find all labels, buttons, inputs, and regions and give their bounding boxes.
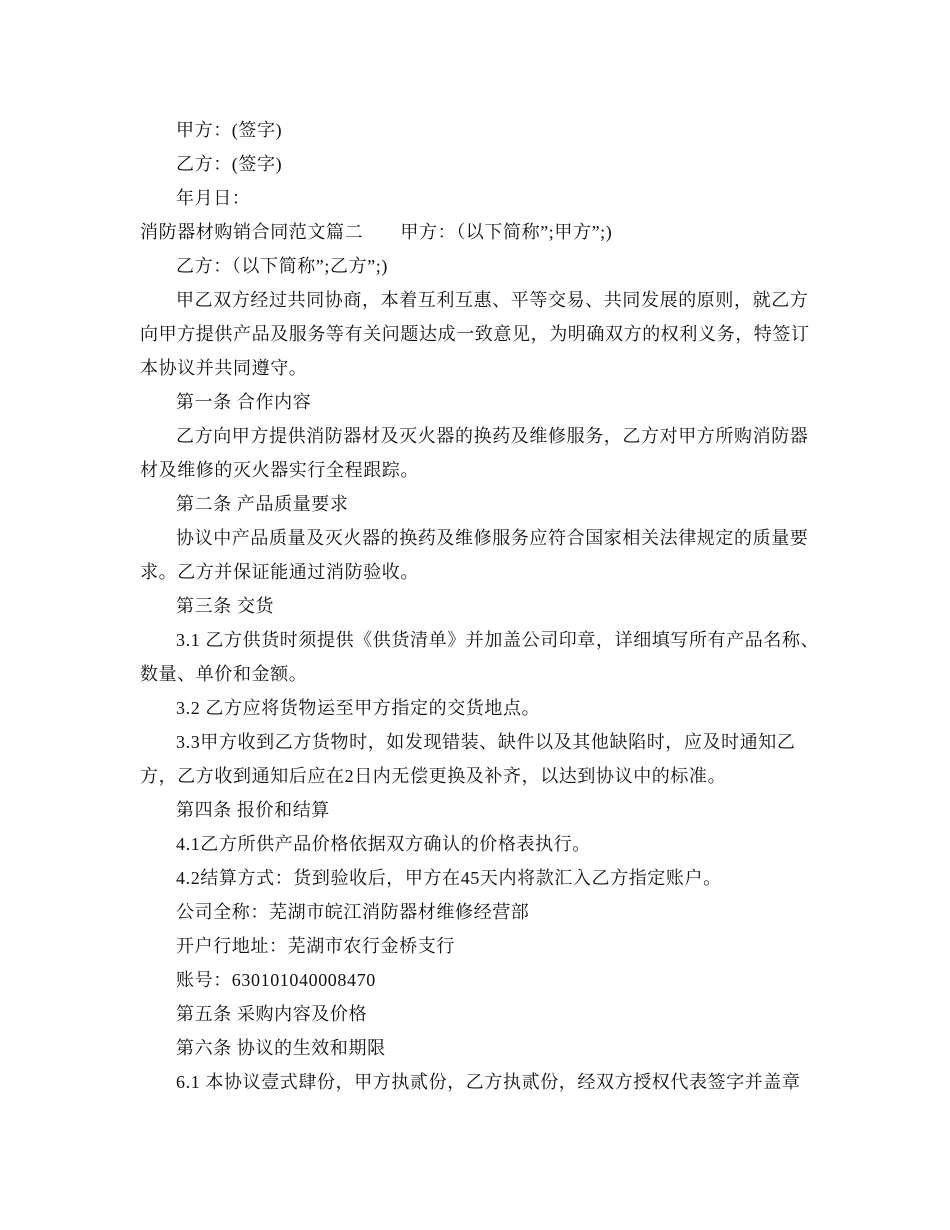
- clause-3-3-line: 方，乙方收到通知后应在2日内无偿更换及补齐，以达到协议中的标准。: [140, 766, 727, 786]
- article-2-text-line: 协议中产品质量及灭火器的换药及维修服务应符合国家相关法律规定的质量要: [176, 528, 809, 548]
- clause-6-1-line: 6.1 本协议壹式肆份，甲方执贰份，乙方执贰份，经双方授权代表签字并盖章: [176, 1072, 801, 1092]
- article-4-heading: 第四条 报价和结算: [176, 800, 330, 820]
- company-name-line: 公司全称：芜湖市皖江消防器材维修经营部: [176, 902, 530, 922]
- clause-3-1-line: 数量、单价和金额。: [140, 664, 308, 684]
- party-b-line: 乙方：（以下简称”;乙方”;): [176, 256, 388, 276]
- account-number-line: 账号：630101040008470: [176, 970, 376, 990]
- section-title-line: 消防器材购销合同范文篇二 甲方：（以下简称”;甲方”;): [140, 222, 613, 242]
- article-1-text-line: 乙方向甲方提供消防器材及灭火器的换药及维修服务，乙方对甲方所购消防器: [176, 426, 809, 446]
- article-2-heading: 第二条 产品质量要求: [176, 494, 349, 514]
- clause-4-2-line: 4.2结算方式：货到验收后，甲方在45天内将款汇入乙方指定账户。: [176, 868, 722, 888]
- article-1-text-line: 材及维修的灭火器实行全程跟踪。: [140, 460, 419, 480]
- preamble-text-line: 向甲方提供产品及服务等有关问题达成一致意见，为明确双方的权利义务，特签订: [140, 324, 810, 344]
- clause-3-2-line: 3.2 乙方应将货物运至甲方指定的交货地点。: [176, 698, 541, 718]
- clause-3-1-line: 3.1 乙方供货时须提供《供货清单》并加盖公司印章，详细填写所有产品名称、: [176, 630, 820, 650]
- bank-address-line: 开户行地址：芜湖市农行金桥支行: [176, 936, 455, 956]
- article-3-heading: 第三条 交货: [176, 596, 275, 616]
- signature-party-b: 乙方：(签字): [176, 154, 283, 174]
- clause-4-1-line: 4.1乙方所供产品价格依据双方确认的价格表执行。: [176, 834, 591, 854]
- article-6-heading: 第六条 协议的生效和期限: [176, 1038, 386, 1058]
- clause-3-3-line: 3.3甲方收到乙方货物时，如发现错装、缺件以及其他缺陷时，应及时通知乙: [176, 732, 796, 752]
- date-line: 年月日：: [176, 188, 251, 208]
- article-2-text-line: 求。乙方并保证能通过消防验收。: [140, 562, 419, 582]
- article-1-heading: 第一条 合作内容: [176, 392, 312, 412]
- document-body: [140, 113, 830, 1099]
- preamble-text-line: 本协议并共同遵守。: [140, 358, 308, 378]
- preamble-text-line: 甲乙双方经过共同协商，本着互利互惠、平等交易、共同发展的原则，就乙方: [176, 290, 809, 310]
- signature-party-a: 甲方：(签字): [176, 120, 283, 140]
- article-5-heading: 第五条 采购内容及价格: [176, 1004, 368, 1024]
